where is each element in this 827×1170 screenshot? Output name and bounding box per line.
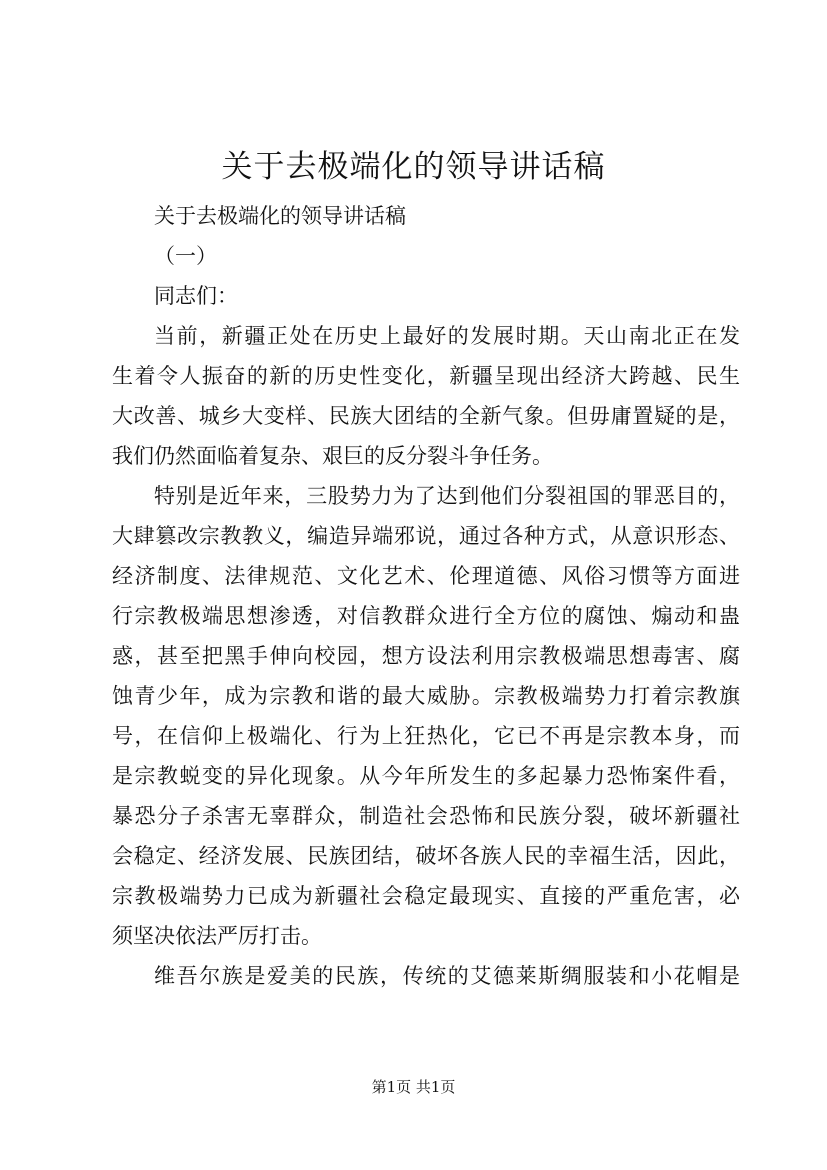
body-line: 会稳定、经济发展、民族团结，破坏各族人民的幸福生活，因此， bbox=[112, 844, 740, 868]
body-line: 宗教极端势力已成为新疆社会稳定最现实、直接的严重危害，必 bbox=[112, 884, 740, 908]
body-line: 暴恐分子杀害无辜群众，制造社会恐怖和民族分裂，破坏新疆社 bbox=[112, 804, 740, 828]
body-line: 同志们： bbox=[154, 284, 238, 308]
body-line: 特别是近年来，三股势力为了达到他们分裂祖国的罪恶目的， bbox=[154, 484, 740, 508]
body-line: 经济制度、法律规范、文化艺术、伦理道德、风俗习惯等方面进 bbox=[112, 564, 740, 588]
body-line: 大肆篡改宗教教义，编造异端邪说，通过各种方式，从意识形态、 bbox=[112, 524, 740, 548]
body-line: 须坚决依法严厉打击。 bbox=[112, 924, 322, 948]
body-line: 大改善、城乡大变样、民族大团结的全新气象。但毋庸置疑的是， bbox=[112, 404, 740, 428]
document-title: 关于去极端化的领导讲话稿 bbox=[221, 149, 606, 185]
body-line: 生着令人振奋的新的历史性变化，新疆呈现出经济大跨越、民生 bbox=[112, 364, 740, 388]
document-body bbox=[112, 196, 740, 996]
body-line: 是宗教蜕变的异化现象。从今年所发生的多起暴力恐怖案件看， bbox=[112, 764, 740, 788]
body-line: （一） bbox=[154, 244, 217, 268]
body-line: 我们仍然面临着复杂、艰巨的反分裂斗争任务。 bbox=[112, 444, 553, 468]
page-footer: 第1页 共1页 bbox=[371, 1078, 456, 1096]
body-line: 当前，新疆正处在历史上最好的发展时期。天山南北正在发 bbox=[154, 324, 740, 348]
body-line: 关于去极端化的领导讲话稿 bbox=[154, 204, 406, 228]
body-line: 蚀青少年，成为宗教和谐的最大威胁。宗教极端势力打着宗教旗 bbox=[112, 684, 740, 708]
body-line: 号，在信仰上极端化、行为上狂热化，它已不再是宗教本身，而 bbox=[112, 724, 740, 748]
body-line: 惑，甚至把黑手伸向校园，想方设法利用宗教极端思想毒害、腐 bbox=[112, 644, 740, 668]
body-line: 行宗教极端思想渗透，对信教群众进行全方位的腐蚀、煽动和蛊 bbox=[112, 604, 740, 628]
body-line: 维吾尔族是爱美的民族，传统的艾德莱斯绸服装和小花帽是 bbox=[154, 964, 740, 988]
